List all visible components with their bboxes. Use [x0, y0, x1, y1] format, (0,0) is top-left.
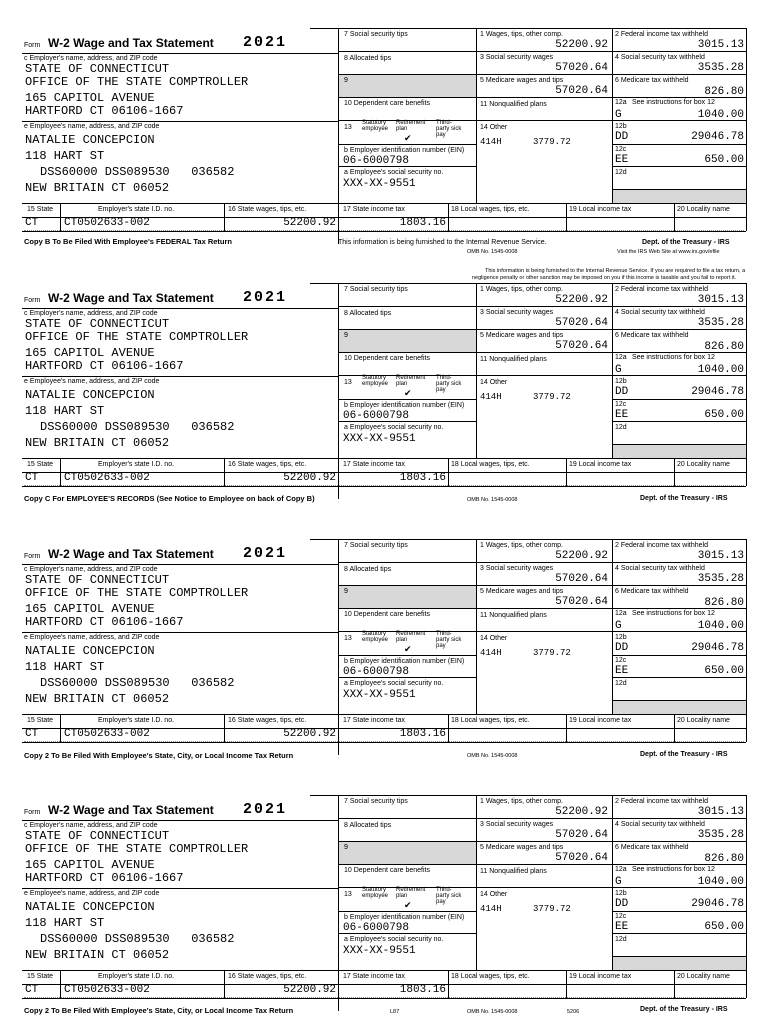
- box-15-label: 15 State: [27, 461, 54, 468]
- form-title: W-2 Wage and Tax Statement: [48, 291, 214, 305]
- box-12b-label: 12b: [615, 123, 627, 130]
- box-17-value: 1803.16: [399, 217, 446, 229]
- box-16-label: 16 State wages, tips, etc.: [228, 717, 307, 724]
- ein-value: 06-6000798: [343, 666, 410, 678]
- box-19-label: 19 Local income tax: [569, 973, 632, 980]
- copy-c-text: Copy C For EMPLOYEE'S RECORDS (See Notice to Employee on back of Copy B): [24, 494, 315, 503]
- state-code: CT: [25, 472, 39, 484]
- box-16-value: 52200.92: [283, 217, 336, 229]
- box-12b-code: DD: [615, 131, 629, 143]
- box-4-value: 3535.28: [697, 62, 744, 74]
- box-14-label: 14 Other: [480, 891, 508, 898]
- copy-2b-l87: L87: [390, 1009, 400, 1015]
- state-id: CT0502633-002: [64, 984, 150, 996]
- retirement-label: Retirement plan: [396, 375, 426, 387]
- box-6-label: 6 Medicare tax withheld: [615, 844, 689, 851]
- employer-name-2: OFFICE OF THE STATE COMPTROLLER: [25, 842, 249, 856]
- box-10-label: 10 Dependent care benefits: [344, 867, 431, 874]
- box-12b-amount: 29046.78: [691, 386, 744, 398]
- employer-name-2: OFFICE OF THE STATE COMPTROLLER: [25, 586, 249, 600]
- box-9-shaded: [339, 330, 476, 352]
- box-12c-amount: 650.00: [704, 154, 744, 166]
- box-6-label: 6 Medicare tax withheld: [615, 588, 689, 595]
- box-5-label: 5 Medicare wages and tips: [480, 588, 564, 595]
- employee-name: NATALIE CONCEPCION: [25, 388, 155, 402]
- box-12d-label: 12d: [615, 169, 627, 176]
- box-20-label: 20 Locality name: [677, 461, 730, 468]
- box-12c-code: EE: [615, 409, 629, 421]
- box-19-label: 19 Local income tax: [569, 206, 632, 213]
- employee-ids: DSS60000 DSS089530 036582: [40, 165, 235, 179]
- box-17-label: 17 State income tax: [343, 461, 405, 468]
- box-3-label: 3 Social security wages: [480, 821, 554, 828]
- box-12a-code: G: [615, 876, 622, 888]
- ein-value: 06-6000798: [343, 922, 410, 934]
- box-12a-label: 12a: [615, 610, 627, 617]
- box-12-note: See instructions for box 12: [632, 99, 715, 106]
- box-14-code: 414H: [480, 904, 502, 914]
- box-16-label: 16 State wages, tips, etc.: [228, 973, 307, 980]
- box-15-id-label: Employer's state I.D. no.: [98, 206, 175, 213]
- box-9-shaded: [339, 75, 476, 97]
- box-9-label: 9: [344, 77, 348, 84]
- box-5-value: 57020.64: [555, 852, 608, 864]
- box-13-label: 13: [344, 635, 352, 642]
- shaded-area: [613, 701, 746, 714]
- box-6-value: 826.80: [704, 853, 744, 865]
- form-title: W-2 Wage and Tax Statement: [48, 803, 214, 817]
- ssn-value: XXX-XX-9551: [343, 433, 416, 445]
- box-14-label: 14 Other: [480, 379, 508, 386]
- box-1-label: 1 Wages, tips, other comp.: [480, 542, 563, 549]
- retirement-plan-checkmark: ✔: [404, 644, 412, 654]
- form-word: Form: [24, 809, 41, 816]
- box-12c-label: 12c: [615, 401, 627, 408]
- ein-label: b Employer identification number (EIN): [344, 914, 465, 921]
- box-5-value: 57020.64: [555, 596, 608, 608]
- box-12c-label: 12c: [615, 913, 627, 920]
- box-9-shaded: [339, 586, 476, 608]
- ssn-value: XXX-XX-9551: [343, 178, 416, 190]
- box-17-value: 1803.16: [399, 984, 446, 996]
- box-16-value: 52200.92: [283, 984, 336, 996]
- employee-name: NATALIE CONCEPCION: [25, 900, 155, 914]
- box-11-label: 11 Nonqualified plans: [480, 356, 547, 363]
- box-2-label: 2 Federal income tax withheld: [615, 286, 708, 293]
- box-3-value: 57020.64: [555, 573, 608, 585]
- employer-name-1: STATE OF CONNECTICUT: [25, 829, 170, 843]
- ssn-value: XXX-XX-9551: [343, 689, 416, 701]
- employee-ids: DSS60000 DSS089530 036582: [40, 676, 235, 690]
- box-17-value: 1803.16: [399, 728, 446, 740]
- box-9-label: 9: [344, 844, 348, 851]
- box-2-value: 3015.13: [697, 39, 744, 51]
- box-12c-amount: 650.00: [704, 665, 744, 677]
- box-3-label: 3 Social security wages: [480, 565, 554, 572]
- employer-name-2: OFFICE OF THE STATE COMPTROLLER: [25, 75, 249, 89]
- box-2-label: 2 Federal income tax withheld: [615, 542, 708, 549]
- copy-c-notice-1: This information is being furnished to the Internal Revenue Service. If you are required to file a tax return, a: [485, 268, 746, 274]
- form-title: W-2 Wage and Tax Statement: [48, 36, 214, 50]
- state-code: CT: [25, 984, 39, 996]
- shaded-area: [613, 190, 746, 203]
- box-4-value: 3535.28: [697, 573, 744, 585]
- box-14-amount: 3779.72: [533, 392, 571, 402]
- form-word: Form: [24, 553, 41, 560]
- box-2-label: 2 Federal income tax withheld: [615, 798, 708, 805]
- box-4-label: 4 Social security tax withheld: [615, 821, 705, 828]
- box-2-value: 3015.13: [697, 806, 744, 818]
- employee-city: NEW BRITAIN CT 06052: [25, 181, 170, 195]
- employer-address: 165 CAPITOL AVENUE: [25, 858, 155, 872]
- employee-city: NEW BRITAIN CT 06052: [25, 948, 170, 962]
- box-17-label: 17 State income tax: [343, 717, 405, 724]
- box-13-label: 13: [344, 379, 352, 386]
- box-17-value: 1803.16: [399, 472, 446, 484]
- box-5-label: 5 Medicare wages and tips: [480, 77, 564, 84]
- copy-b-omb: OMB No. 1545-0008: [467, 249, 518, 255]
- box-12b-label: 12b: [615, 378, 627, 385]
- employee-label: e Employee's name, address, and ZIP code: [24, 890, 160, 897]
- employer-name-1: STATE OF CONNECTICUT: [25, 573, 170, 587]
- box-12b-amount: 29046.78: [691, 898, 744, 910]
- box-14-label: 14 Other: [480, 124, 508, 131]
- form-word: Form: [24, 297, 41, 304]
- box-12a-code: G: [615, 109, 622, 121]
- statutory-label: Statutory employee: [362, 887, 389, 899]
- box-20-label: 20 Locality name: [677, 206, 730, 213]
- box-12c-amount: 650.00: [704, 409, 744, 421]
- box-7-label: 7 Social security tips: [344, 31, 408, 38]
- box-4-value: 3535.28: [697, 317, 744, 329]
- copy-b-text: Copy B To Be Filed With Employee's FEDERAL Tax Return: [24, 237, 232, 246]
- box-12a-amount: 1040.00: [697, 620, 744, 632]
- box-20-label: 20 Locality name: [677, 973, 730, 980]
- third-party-label: Third-party sick pay: [436, 375, 462, 393]
- box-17-label: 17 State income tax: [343, 973, 405, 980]
- box-12-note: See instructions for box 12: [632, 354, 715, 361]
- box-8-label: 8 Allocated tips: [344, 822, 392, 829]
- box-12-note: See instructions for box 12: [632, 866, 715, 873]
- box-15-id-label: Employer's state I.D. no.: [98, 461, 175, 468]
- state-code: CT: [25, 728, 39, 740]
- employee-name: NATALIE CONCEPCION: [25, 644, 155, 658]
- box-12c-code: EE: [615, 665, 629, 677]
- retirement-label: Retirement plan: [396, 120, 426, 132]
- box-12b-amount: 29046.78: [691, 131, 744, 143]
- box-1-value: 52200.92: [555, 806, 608, 818]
- box-6-label: 6 Medicare tax withheld: [615, 332, 689, 339]
- employee-name: NATALIE CONCEPCION: [25, 133, 155, 147]
- retirement-plan-checkmark: ✔: [404, 388, 412, 398]
- box-8-label: 8 Allocated tips: [344, 55, 392, 62]
- box-12a-label: 12a: [615, 354, 627, 361]
- form-year: 2021: [243, 289, 288, 306]
- box-5-label: 5 Medicare wages and tips: [480, 844, 564, 851]
- box-12b-label: 12b: [615, 890, 627, 897]
- box-6-value: 826.80: [704, 86, 744, 98]
- employee-address: 118 HART ST: [25, 404, 105, 418]
- box-16-label: 16 State wages, tips, etc.: [228, 461, 307, 468]
- employer-label: c Employer's name, address, and ZIP code: [24, 566, 158, 573]
- box-4-value: 3535.28: [697, 829, 744, 841]
- box-12a-label: 12a: [615, 99, 627, 106]
- ssn-label: a Employee's social security no.: [344, 680, 444, 687]
- box-12c-amount: 650.00: [704, 921, 744, 933]
- box-10-label: 10 Dependent care benefits: [344, 611, 431, 618]
- box-12a-amount: 1040.00: [697, 109, 744, 121]
- copy-c-omb: OMB No. 1545-0008: [467, 497, 518, 503]
- box-7-label: 7 Social security tips: [344, 798, 408, 805]
- third-party-label: Third-party sick pay: [436, 120, 462, 138]
- box-14-label: 14 Other: [480, 635, 508, 642]
- copy-2a-dept: Dept. of the Treasury - IRS: [640, 751, 728, 758]
- form-word: Form: [24, 42, 41, 49]
- state-id: CT0502633-002: [64, 472, 150, 484]
- box-12b-amount: 29046.78: [691, 642, 744, 654]
- third-party-label: Third-party sick pay: [436, 887, 462, 905]
- employer-label: c Employer's name, address, and ZIP code: [24, 822, 158, 829]
- box-15-id-label: Employer's state I.D. no.: [98, 973, 175, 980]
- box-2-value: 3015.13: [697, 550, 744, 562]
- copy-c-notice-2: negligence penalty or other sanction may be imposed on you if this income is taxable and you fail to report it.: [472, 275, 737, 281]
- box-12b-code: DD: [615, 642, 629, 654]
- box-14-code: 414H: [480, 392, 502, 402]
- box-12c-code: EE: [615, 154, 629, 166]
- box-12d-label: 12d: [615, 936, 627, 943]
- employee-city: NEW BRITAIN CT 06052: [25, 692, 170, 706]
- employer-city: HARTFORD CT 06106-1667: [25, 104, 184, 118]
- copy-2a-omb: OMB No. 1545-0008: [467, 753, 518, 759]
- employee-label: e Employee's name, address, and ZIP code: [24, 123, 160, 130]
- shaded-area: [613, 957, 746, 970]
- employee-label: e Employee's name, address, and ZIP code: [24, 634, 160, 641]
- box-3-value: 57020.64: [555, 62, 608, 74]
- box-1-label: 1 Wages, tips, other comp.: [480, 798, 563, 805]
- box-12d-label: 12d: [615, 680, 627, 687]
- employee-label: e Employee's name, address, and ZIP code: [24, 378, 160, 385]
- form-year: 2021: [243, 34, 288, 51]
- copy-c-dept: Dept. of the Treasury - IRS: [640, 495, 728, 502]
- box-15-label: 15 State: [27, 717, 54, 724]
- box-1-label: 1 Wages, tips, other comp.: [480, 286, 563, 293]
- box-18-label: 18 Local wages, tips, etc.: [451, 973, 530, 980]
- box-10-label: 10 Dependent care benefits: [344, 355, 431, 362]
- form-year: 2021: [243, 801, 288, 818]
- box-14-code: 414H: [480, 648, 502, 658]
- employer-name-1: STATE OF CONNECTICUT: [25, 62, 170, 76]
- box-6-value: 826.80: [704, 597, 744, 609]
- box-6-label: 6 Medicare tax withheld: [615, 77, 689, 84]
- copy-2b-omb: OMB No. 1545-0008: [467, 1009, 518, 1015]
- box-7-label: 7 Social security tips: [344, 286, 408, 293]
- box-16-value: 52200.92: [283, 728, 336, 740]
- employer-name-2: OFFICE OF THE STATE COMPTROLLER: [25, 330, 249, 344]
- box-8-label: 8 Allocated tips: [344, 566, 392, 573]
- box-18-label: 18 Local wages, tips, etc.: [451, 461, 530, 468]
- box-5-value: 57020.64: [555, 340, 608, 352]
- box-7-label: 7 Social security tips: [344, 542, 408, 549]
- box-13-label: 13: [344, 891, 352, 898]
- box-17-label: 17 State income tax: [343, 206, 405, 213]
- box-18-label: 18 Local wages, tips, etc.: [451, 206, 530, 213]
- box-3-value: 57020.64: [555, 317, 608, 329]
- box-11-label: 11 Nonqualified plans: [480, 868, 547, 875]
- shaded-area: [613, 445, 746, 458]
- copy-b-dept: Dept. of the Treasury - IRS: [642, 239, 730, 246]
- box-15-id-label: Employer's state I.D. no.: [98, 717, 175, 724]
- employee-address: 118 HART ST: [25, 149, 105, 163]
- ein-value: 06-6000798: [343, 155, 410, 167]
- box-3-value: 57020.64: [555, 829, 608, 841]
- employee-address: 118 HART ST: [25, 660, 105, 674]
- box-1-value: 52200.92: [555, 39, 608, 51]
- box-4-label: 4 Social security tax withheld: [615, 309, 705, 316]
- box-12d-label: 12d: [615, 424, 627, 431]
- state-code: CT: [25, 217, 39, 229]
- box-4-label: 4 Social security tax withheld: [615, 54, 705, 61]
- box-3-label: 3 Social security wages: [480, 309, 554, 316]
- employer-label: c Employer's name, address, and ZIP code: [24, 55, 158, 62]
- box-5-label: 5 Medicare wages and tips: [480, 332, 564, 339]
- box-9-label: 9: [344, 332, 348, 339]
- employer-city: HARTFORD CT 06106-1667: [25, 615, 184, 629]
- employee-ids: DSS60000 DSS089530 036582: [40, 420, 235, 434]
- box-1-value: 52200.92: [555, 550, 608, 562]
- box-20-label: 20 Locality name: [677, 717, 730, 724]
- ein-label: b Employer identification number (EIN): [344, 658, 465, 665]
- retirement-label: Retirement plan: [396, 887, 426, 899]
- box-1-value: 52200.92: [555, 294, 608, 306]
- employee-address: 118 HART ST: [25, 916, 105, 930]
- statutory-label: Statutory employee: [362, 375, 389, 387]
- box-11-label: 11 Nonqualified plans: [480, 101, 547, 108]
- ein-value: 06-6000798: [343, 410, 410, 422]
- statutory-label: Statutory employee: [362, 631, 389, 643]
- ein-label: b Employer identification number (EIN): [344, 147, 465, 154]
- box-9-shaded: [339, 842, 476, 864]
- box-12c-code: EE: [615, 921, 629, 933]
- state-id: CT0502633-002: [64, 217, 150, 229]
- box-12c-label: 12c: [615, 146, 627, 153]
- box-13-label: 13: [344, 124, 352, 131]
- form-year: 2021: [243, 545, 288, 562]
- box-14-code: 414H: [480, 137, 502, 147]
- box-12a-label: 12a: [615, 866, 627, 873]
- box-6-value: 826.80: [704, 341, 744, 353]
- box-2-label: 2 Federal income tax withheld: [615, 31, 708, 38]
- box-5-value: 57020.64: [555, 85, 608, 97]
- state-id: CT0502633-002: [64, 728, 150, 740]
- form-title: W-2 Wage and Tax Statement: [48, 547, 214, 561]
- copy-2b-dept: Dept. of the Treasury - IRS: [640, 1006, 728, 1013]
- box-12a-amount: 1040.00: [697, 876, 744, 888]
- copy-b-visit: Visit the IRS Web Site at www.irs.gov/efile: [617, 249, 720, 255]
- retirement-label: Retirement plan: [396, 631, 426, 643]
- box-12a-code: G: [615, 620, 622, 632]
- box-14-amount: 3779.72: [533, 137, 571, 147]
- employer-name-1: STATE OF CONNECTICUT: [25, 317, 170, 331]
- copy-b-info: This information is being furnished to the Internal Revenue Service.: [338, 239, 547, 246]
- box-16-value: 52200.92: [283, 472, 336, 484]
- box-1-label: 1 Wages, tips, other comp.: [480, 31, 563, 38]
- employer-city: HARTFORD CT 06106-1667: [25, 871, 184, 885]
- box-2-value: 3015.13: [697, 294, 744, 306]
- third-party-label: Third-party sick pay: [436, 631, 462, 649]
- ein-label: b Employer identification number (EIN): [344, 402, 465, 409]
- employer-label: c Employer's name, address, and ZIP code: [24, 310, 158, 317]
- retirement-plan-checkmark: ✔: [404, 900, 412, 910]
- employer-address: 165 CAPITOL AVENUE: [25, 91, 155, 105]
- box-10-label: 10 Dependent care benefits: [344, 100, 431, 107]
- box-18-label: 18 Local wages, tips, etc.: [451, 717, 530, 724]
- statutory-label: Statutory employee: [362, 120, 389, 132]
- box-12b-code: DD: [615, 386, 629, 398]
- box-12-note: See instructions for box 12: [632, 610, 715, 617]
- ssn-value: XXX-XX-9551: [343, 945, 416, 957]
- box-12c-label: 12c: [615, 657, 627, 664]
- employer-address: 165 CAPITOL AVENUE: [25, 602, 155, 616]
- box-4-label: 4 Social security tax withheld: [615, 565, 705, 572]
- box-15-label: 15 State: [27, 973, 54, 980]
- box-16-label: 16 State wages, tips, etc.: [228, 206, 307, 213]
- box-9-label: 9: [344, 588, 348, 595]
- retirement-plan-checkmark: ✔: [404, 133, 412, 143]
- box-3-label: 3 Social security wages: [480, 54, 554, 61]
- box-12a-code: G: [615, 364, 622, 376]
- box-14-amount: 3779.72: [533, 648, 571, 658]
- employee-ids: DSS60000 DSS089530 036582: [40, 932, 235, 946]
- copy-2a-text: Copy 2 To Be Filed With Employee's State, City, or Local Income Tax Return: [24, 751, 294, 760]
- employer-city: HARTFORD CT 06106-1667: [25, 359, 184, 373]
- ssn-label: a Employee's social security no.: [344, 169, 444, 176]
- employer-address: 165 CAPITOL AVENUE: [25, 346, 155, 360]
- box-12b-code: DD: [615, 898, 629, 910]
- box-12a-amount: 1040.00: [697, 364, 744, 376]
- box-12b-label: 12b: [615, 634, 627, 641]
- copy-2b-number: 5206: [567, 1009, 580, 1015]
- ssn-label: a Employee's social security no.: [344, 424, 444, 431]
- box-14-amount: 3779.72: [533, 904, 571, 914]
- copy-2b-text: Copy 2 To Be Filed With Employee's State, City, or Local Income Tax Return: [24, 1006, 294, 1015]
- employee-city: NEW BRITAIN CT 06052: [25, 436, 170, 450]
- box-15-label: 15 State: [27, 206, 54, 213]
- box-11-label: 11 Nonqualified plans: [480, 612, 547, 619]
- box-8-label: 8 Allocated tips: [344, 310, 392, 317]
- box-19-label: 19 Local income tax: [569, 461, 632, 468]
- box-19-label: 19 Local income tax: [569, 717, 632, 724]
- ssn-label: a Employee's social security no.: [344, 936, 444, 943]
